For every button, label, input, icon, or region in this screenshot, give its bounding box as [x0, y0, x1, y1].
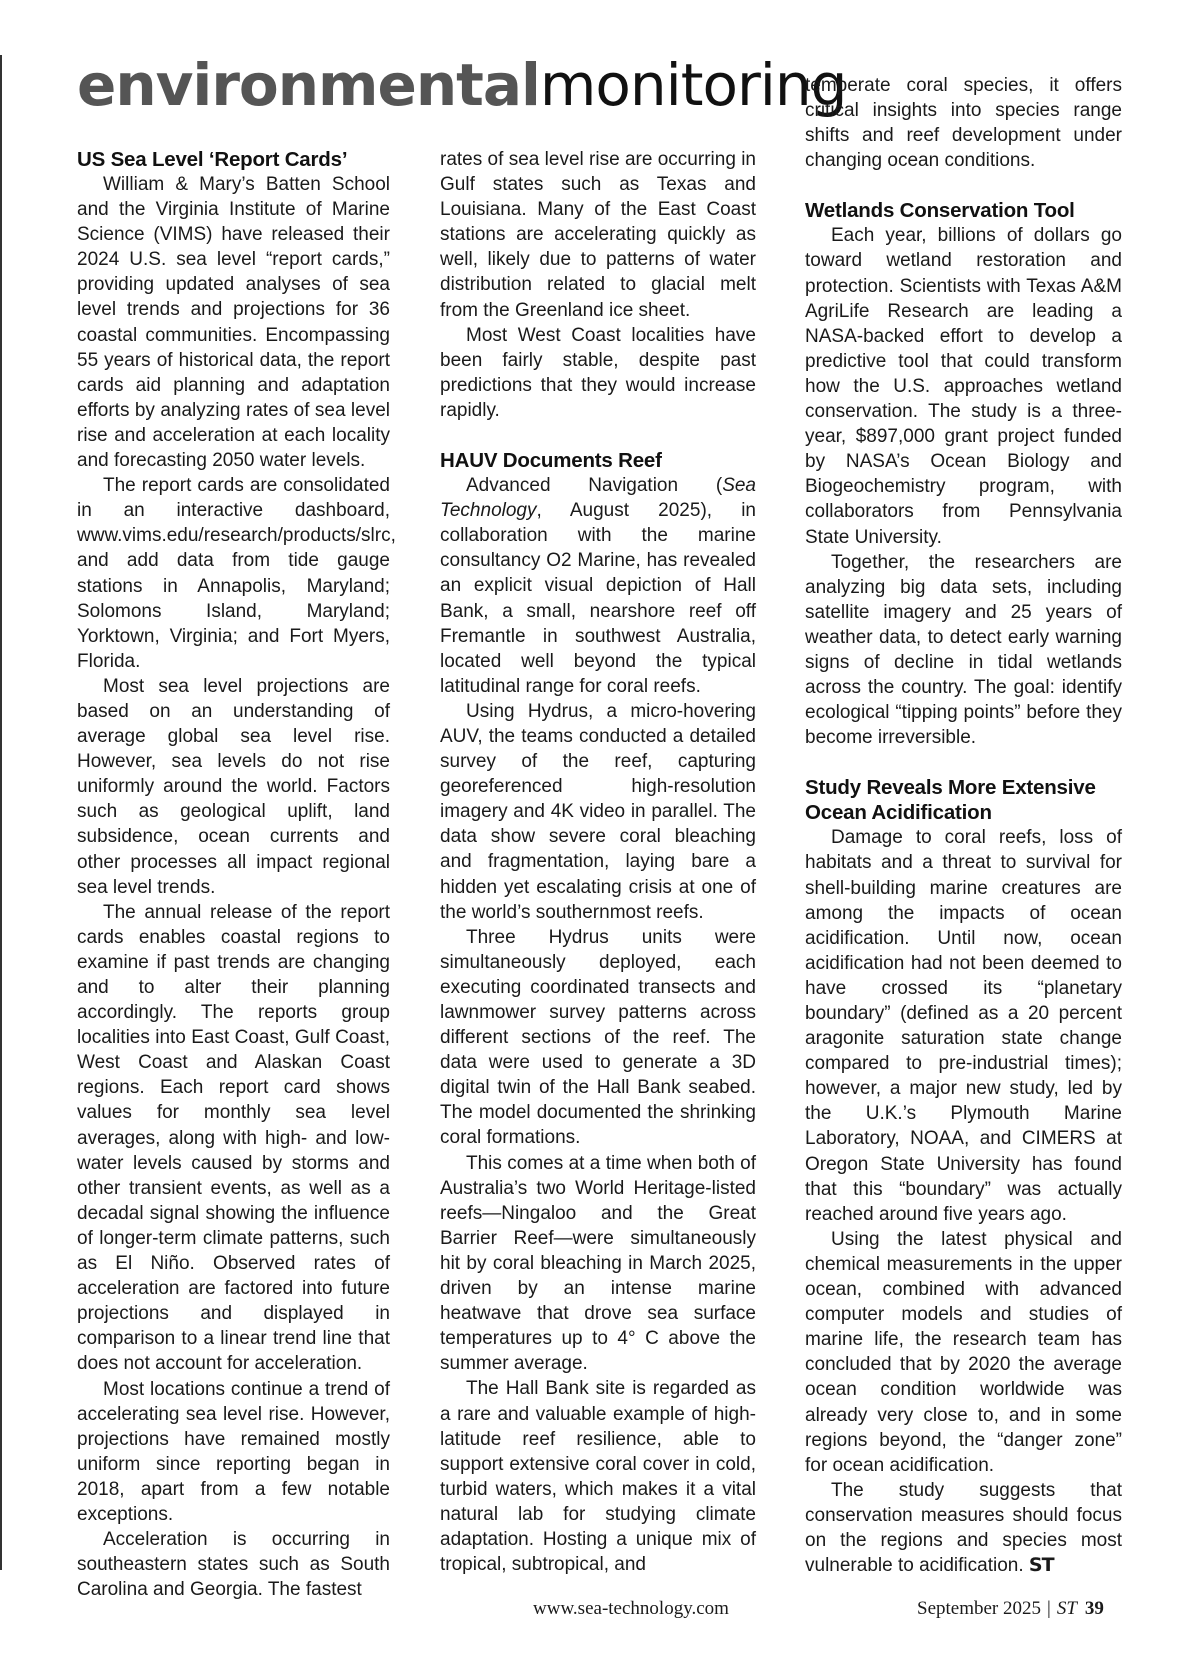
- section-masthead: [77, 50, 847, 120]
- masthead-bold-word: environmental: [77, 51, 540, 119]
- article-column-2: [440, 147, 756, 1577]
- paragraph: Each year, billions of dollars go toward wetland restoration and protection. Scientists with Texas A&M AgriLife Research are leading a NASA-backed effort to develop a predictive tool that could transform how the U.S. approaches wetland conservation. The study is a three-year, $897,000 grant project funded by NASA’s Ocean Biology and Biogeochemistry program, with collaborators from Pennsylvania State University.: [805, 225, 1122, 548]
- paragraph: Damage to coral reefs, loss of habitats and a threat to survival for shell-building marine creatures are among the impacts of ocean acidification. Until now, ocean acidification had not been deemed to have crossed its “planetary boundary” (defined as a 20 percent aragonite saturation state change compared to pre-industrial times); however, a major new study, led by the U.K.’s Plymouth Marine Laboratory, NOAA, and CIMERS at Oregon State University has found that this “boundary” was actually reached around five years ago.: [805, 827, 1122, 1225]
- paragraph: The report cards are consolidated in an interactive dashboard, www.vims.edu/research/products/slrc, and add data from tide gauge stations in Annapolis, Maryland; Solomons Island, Maryland; Yorktown, Virginia; and Fort Myers, Florida.: [77, 475, 396, 672]
- magazine-abbrev: ST: [1056, 1598, 1077, 1619]
- paragraph: Most locations continue a trend of accelerating sea level rise. However, projections have remained mostly uniform since reporting began in 2018, apart from a few notable exceptions.: [77, 1378, 390, 1525]
- paragraph: rates of sea level rise are occurring in Gulf states such as Texas and Louisiana. Many of the East Coast stations are accelerating quickly as well, likely due to patterns of water distribution related to glacial melt from the Greenland ice sheet.: [440, 149, 756, 321]
- article-heading-hauv: HAUV Documents Reef: [440, 449, 662, 473]
- text-run: The study suggests that conservation measures should focus on the regions and species most vulnerable to acidification.: [805, 1479, 1122, 1577]
- paragraph: Using the latest physical and chemical measurements in the upper ocean, combined with advanced computer models and studies of marine life, the research team has concluded that by 2020 the average ocean condition worldwide was already very close to, and in some regions beyond, the “danger zone” for ocean acidification.: [805, 1228, 1122, 1476]
- paragraph: temperate coral species, it offers critical insights into species range shifts and reef development under changing ocean conditions.: [805, 75, 1122, 172]
- paragraph: William & Mary’s Batten School and the Virginia Institute of Marine Science (VIMS) have released their 2024 U.S. sea level “report cards,” providing updated analyses of sea level trends and projections for 36 coastal communities. Encompassing 55 years of historical data, the report cards aid planning and adaptation efforts by analyzing rates of sea level rise and acceleration at each locality and forecasting 2050 water levels.: [77, 174, 390, 472]
- paragraph: The annual release of the report cards enables coastal regions to examine if past trends are changing and to alter their planning accordingly. The reports group localities into East Coast, Gulf Coast, West Coast and Alaskan Coast regions. Each report card shows values for monthly sea level averages, along with high- and low-water levels caused by storms and other transient events, as well as a decadal signal showing the influence of longer-term climate patterns, such as El Niño. Observed rates of acceleration are factored into future projections and displayed in comparison to a linear trend line that does not account for acceleration.: [77, 901, 390, 1375]
- section-gap: [440, 423, 756, 448]
- end-of-article-mark: ST: [1028, 1554, 1054, 1577]
- left-margin-rule: [0, 55, 2, 1570]
- paragraph: Most sea level projections are based on an understanding of average global sea level rise. However, sea levels do not rise uniformly around the world. Factors such as geological uplift, land subsidence, ocean currents and other processes all impact regional sea level trends.: [77, 675, 390, 898]
- paragraph: Using Hydrus, a micro-hovering AUV, the teams conducted a detailed survey of the reef, capturing georeferenced high-resolution imagery and 4K video in parallel. The data show severe coral bleaching and fragmentation, laying bare a hidden yet escalating crisis at one of the world’s southernmost reefs.: [440, 700, 756, 923]
- footer-url: www.sea-technology.com: [533, 1598, 729, 1619]
- paragraph: Most West Coast localities have been fairly stable, despite past predictions that they would increase rapidly.: [440, 324, 756, 421]
- masthead-light-word: monitoring: [539, 51, 847, 119]
- paragraph: The Hall Bank site is regarded as a rare and valuable example of high-latitude reef resilience, able to support extensive coral cover in cold, turbid waters, which makes it a vital natural lab for studying climate adaptation. Hosting a unique mix of tropical, subtropical, and: [440, 1378, 756, 1576]
- paragraph: Together, the researchers are analyzing big data sets, including satellite imagery and 25 years of weather data, to detect early warning signs of decline in tidal wetlands across the country. The goal: identify ecological “tipping points” before they become irreversible.: [805, 551, 1122, 749]
- page-number: 39: [1084, 1598, 1104, 1619]
- paragraph: [440, 473, 756, 699]
- magazine-title: Sea Technology: [440, 475, 756, 522]
- article-heading-wetlands: Wetlands Conservation Tool: [805, 199, 1075, 223]
- article-heading-acidification: Study Reveals More Extensive Ocean Acidification: [805, 776, 1096, 825]
- article-column-3: [805, 73, 1122, 1578]
- paragraph: [805, 1478, 1122, 1578]
- article-heading-sea-level: US Sea Level ‘Report Cards’: [77, 148, 348, 171]
- text-run: Advanced Navigation (: [466, 475, 723, 497]
- paragraph: Acceleration is occurring in southeastern states such as South Carolina and Georgia. The fastest: [77, 1529, 390, 1601]
- text-run: , August 2025), in collaboration with the marine consultancy O2 Marine, has revealed an explicit visual depiction of Hall Bank, a small, nearshore reef off Fremantle in southwest Australia, located well beyond the typical latitudinal range for coral reefs.: [440, 500, 756, 697]
- paragraph: This comes at a time when both of Australia’s two World Heritage-listed reefs—Ningaloo and the Great Barrier Reef—were simultaneously hit by coral bleaching in March 2025, driven by an intense marine heatwave that drove sea surface temperatures up to 4° C above the summer average.: [440, 1152, 756, 1375]
- issue-date: September 2025: [917, 1598, 1042, 1619]
- folio-separator: |: [1047, 1598, 1051, 1619]
- article-column-1: [77, 147, 396, 1602]
- paragraph: Three Hydrus units were simultaneously deployed, each executing coordinated transects and lawnmower survey patterns across different sections of the reef. The data were used to generate a 3D digital twin of the Hall Bank seabed. The model documented the shrinking coral formations.: [440, 926, 756, 1149]
- section-gap: [805, 750, 1122, 775]
- section-gap: [805, 173, 1122, 198]
- footer-folio: [917, 1598, 1104, 1620]
